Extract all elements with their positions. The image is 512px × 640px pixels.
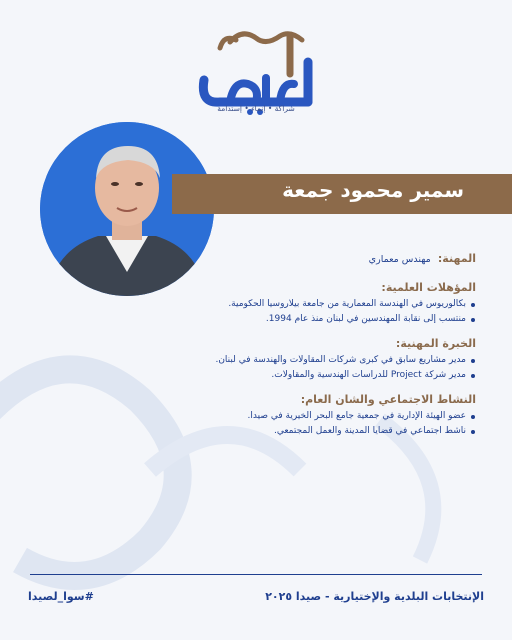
- logo-tagline: شراكة • إنماء • إستدامة: [217, 104, 295, 113]
- list-item: ناشط اجتماعي في قضايا المدينة والعمل المجتمعي.: [56, 424, 476, 439]
- section-social-activity: [56, 393, 476, 439]
- section-experience: [56, 337, 476, 383]
- list-item: مدير شركة Project للدراسات الهندسية والمقاولات.: [56, 368, 476, 383]
- candidate-details: [56, 252, 476, 449]
- section-title: النشاط الاجتماعي والشان العام:: [300, 393, 476, 406]
- list-item: مدير مشاريع سابق في كبرى شركات المقاولات والهندسة في لبنان.: [56, 353, 476, 368]
- section-title: المؤهلات العلمية:: [381, 281, 476, 294]
- name-banner: [172, 174, 512, 214]
- footer-hashtag: #سوا_لصيدا: [28, 590, 94, 603]
- list-item: بكالوريوس في الهندسة المعمارية من جامعة بيلاروسيا الحكومية.: [56, 297, 476, 312]
- list-item: منتسب إلى نقابة المهندسين في لبنان منذ عام 1994.: [56, 312, 476, 327]
- profession-row: [56, 252, 476, 265]
- profession-value: مهندس معماري: [368, 254, 431, 265]
- profession-label: المهنة:: [437, 252, 476, 265]
- list-item: عضو الهيئة الإدارية في جمعية جامع البحر الخيرية في صيدا.: [56, 409, 476, 424]
- footer-divider: [30, 574, 482, 575]
- candidate-name: سمير محمود جمعة: [282, 178, 464, 202]
- footer-election-title: الإنتخابات البلدية والإختيارية - صيدا ٢٠٢٥: [265, 590, 484, 603]
- section-qualifications: [56, 281, 476, 327]
- section-title: الخبرة المهنية:: [395, 337, 476, 350]
